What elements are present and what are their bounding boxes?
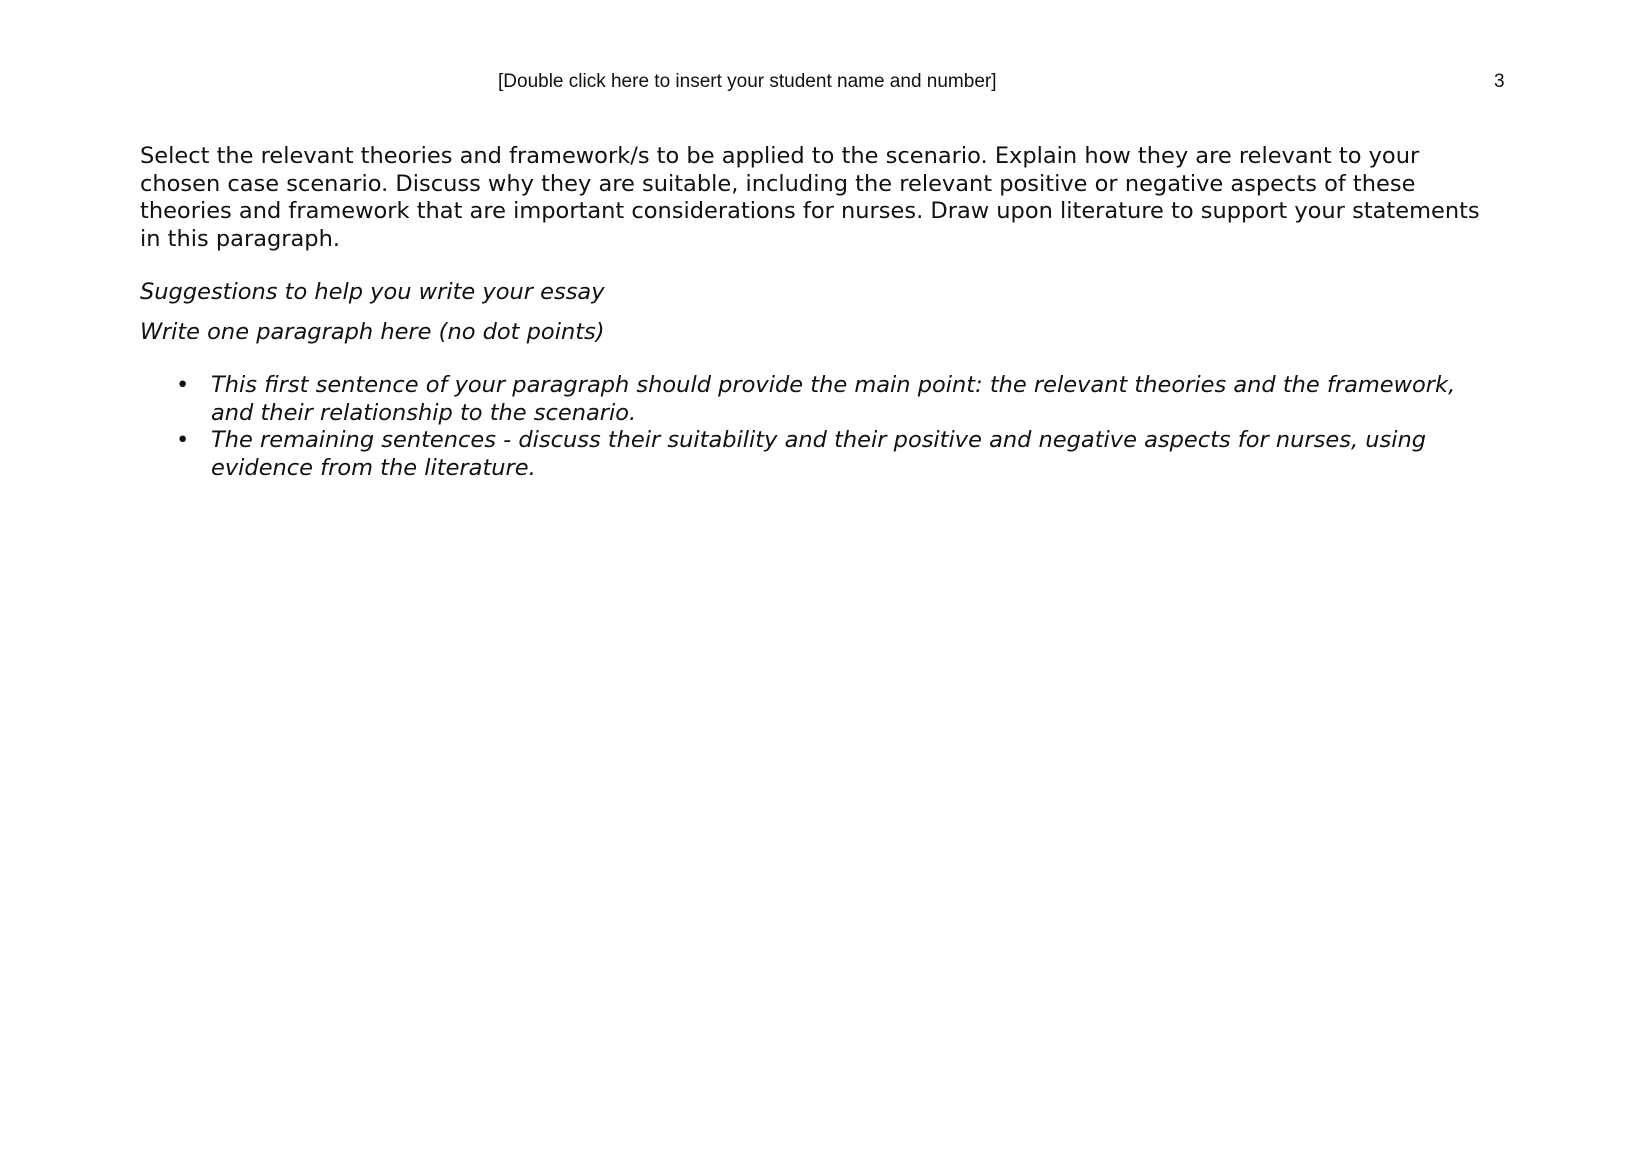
suggestion-list [140,372,1500,482]
bullet-icon: • [176,372,190,398]
intro-paragraph: Select the relevant theories and framework/s to be applied to the scenario. Explain how they are relevant to your chosen case scenario. Discuss why they are suitable, including the relevant positive or negative aspects of these theories and framework that are important considerations for nurses. Draw upon literature to support your statements in this paragraph. [140,143,1480,252]
list-item [140,427,1500,482]
suggestions-heading: Suggestions to help you write your essay [140,279,605,305]
list-item-text: The remaining sentences - discuss their suitability and their positive and negative aspects for nurses, using evidence from the literature. [211,427,1427,481]
student-name-placeholder[interactable]: [Double click here to insert your student name and number] [498,71,997,92]
paragraph-instruction: Write one paragraph here (no dot points) [140,318,605,345]
document-body[interactable] [140,143,1500,482]
page-number: 3 [1494,71,1505,92]
list-item [140,372,1500,427]
bullet-icon: • [176,427,190,453]
list-item-text: This first sentence of your paragraph should provide the main point: the relevant theories and the framework, and their relationship to the scenario. [211,372,1456,426]
